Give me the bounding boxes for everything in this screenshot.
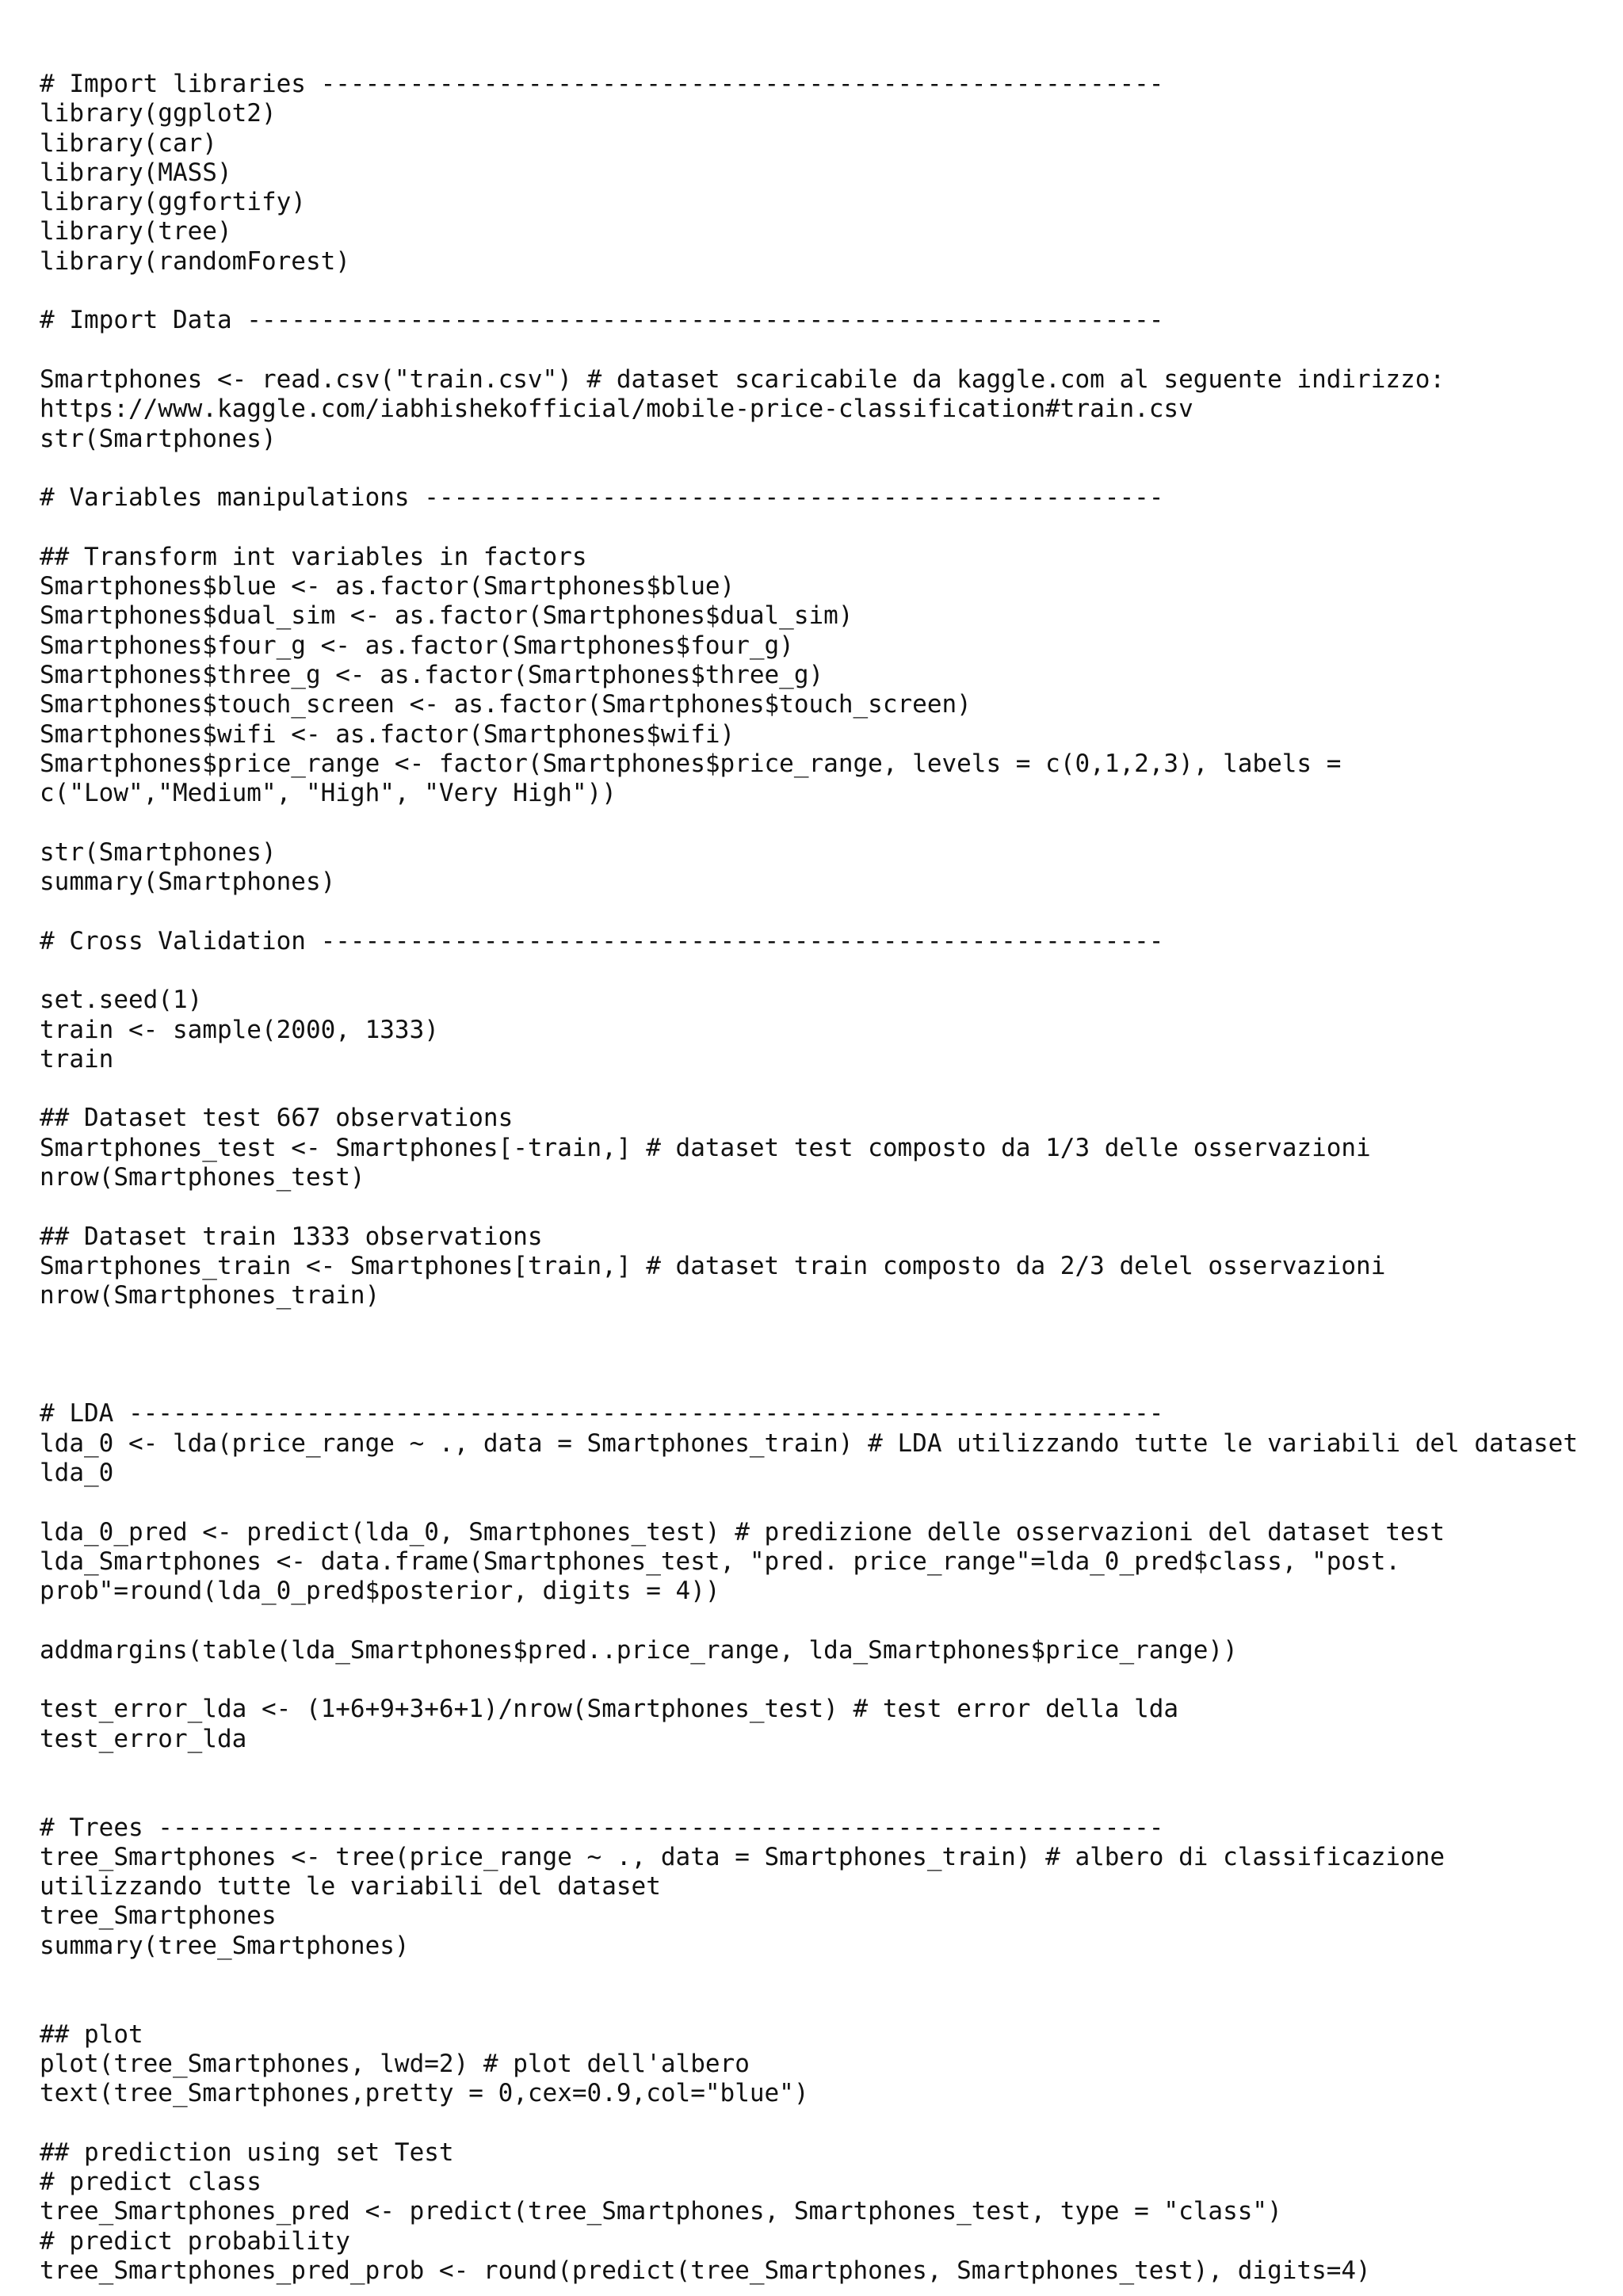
code-line: # Import Data --------------------------------------------------------------	[40, 306, 1164, 335]
code-listing	[40, 70, 1593, 2286]
code-line	[40, 1341, 1593, 1370]
code-line: summary(tree_Smartphones)	[40, 1931, 410, 1960]
code-line: plot(tree_Smartphones, lwd=2) # plot dell'albero	[40, 2049, 750, 2078]
code-line: # predict class	[40, 2168, 262, 2197]
code-line: addmargins(table(lda_Smartphones$pred..price_range, lda_Smartphones$price_range))	[40, 1635, 1238, 1665]
code-line: Smartphones$wifi <- as.factor(Smartphones$wifi)	[40, 719, 735, 749]
code-line: summary(Smartphones)	[40, 868, 336, 897]
code-line: Smartphones$price_range <- factor(Smartphones$price_range, levels = c(0,1,2,3), labels =	[40, 749, 1342, 778]
code-line: lda_0 <- lda(price_range ~ ., data = Smartphones_train) # LDA utilizzando tutte le variabili del dataset	[40, 1428, 1579, 1458]
code-line: train	[40, 1044, 114, 1074]
code-line: set.seed(1)	[40, 986, 203, 1015]
code-line	[40, 897, 1593, 926]
code-line: # Cross Validation ---------------------------------------------------------	[40, 926, 1164, 955]
code-line: tree_Smartphones_pred <- predict(tree_Smartphones, Smartphones_test, type = "class")	[40, 2197, 1282, 2226]
code-line: nrow(Smartphones_train)	[40, 1281, 380, 1310]
code-line: # Variables manipulations --------------------------------------------------	[40, 483, 1164, 513]
code-line: # LDA ----------------------------------------------------------------------	[40, 1399, 1164, 1428]
code-line	[40, 808, 1593, 837]
code-line: ## Dataset train 1333 observations	[40, 1222, 543, 1251]
code-line: library(ggplot2)	[40, 99, 277, 128]
code-line: train <- sample(2000, 1333)	[40, 1015, 439, 1044]
code-line: Smartphones$three_g <- as.factor(Smartphones$three_g)	[40, 660, 824, 689]
code-line: str(Smartphones)	[40, 424, 277, 453]
code-line: Smartphones_test <- Smartphones[-train,] # dataset test composto da 1/3 delle osservazioni	[40, 1133, 1371, 1162]
code-line: ## Dataset test 667 observations	[40, 1104, 514, 1133]
code-line	[40, 1665, 1593, 1695]
code-line	[40, 336, 1593, 365]
code-line: ## plot	[40, 2019, 143, 2049]
code-line: https://www.kaggle.com/iabhishekofficial/mobile-price-classification#train.csv	[40, 395, 1193, 424]
code-line: lda_Smartphones <- data.frame(Smartphones_test, "pred. price_range"=lda_0_pred$class, "post.	[40, 1547, 1401, 1576]
code-line: # Trees --------------------------------------------------------------------	[40, 1813, 1164, 1842]
code-line: library(randomForest)	[40, 246, 350, 276]
code-line	[40, 1606, 1593, 1635]
code-line	[40, 1488, 1593, 1517]
code-line	[40, 1192, 1593, 1222]
code-line	[40, 513, 1593, 542]
code-line	[40, 1961, 1593, 1990]
code-line: Smartphones$dual_sim <- as.factor(Smartphones$dual_sim)	[40, 601, 854, 631]
code-line: tree_Smartphones <- tree(price_range ~ ., data = Smartphones_train) # albero di classificazione	[40, 1842, 1445, 1871]
code-line: tree_Smartphones_pred_prob <- round(predict(tree_Smartphones, Smartphones_test), digits=4)	[40, 2256, 1371, 2285]
code-line: ## Transform int variables in factors	[40, 542, 587, 571]
code-line: library(ggfortify)	[40, 188, 306, 217]
code-line	[40, 1990, 1593, 2019]
code-line: library(MASS)	[40, 158, 232, 187]
code-line: ## prediction using set Test	[40, 2138, 454, 2167]
code-line: lda_0	[40, 1458, 114, 1487]
code-line	[40, 1074, 1593, 1104]
code-line: text(tree_Smartphones,pretty = 0,cex=0.9,col="blue")	[40, 2079, 809, 2108]
code-line: nrow(Smartphones_test)	[40, 1162, 365, 1192]
code-line: lda_0_pred <- predict(lda_0, Smartphones_test) # predizione delle osservazioni del dataset test	[40, 1517, 1445, 1547]
code-line	[40, 1310, 1593, 1340]
code-line	[40, 2108, 1593, 2138]
code-line: c("Low","Medium", "High", "Very High"))	[40, 779, 617, 808]
code-line: str(Smartphones)	[40, 837, 277, 867]
code-line: library(tree)	[40, 217, 232, 246]
code-line	[40, 1783, 1593, 1813]
code-line	[40, 277, 1593, 306]
code-line	[40, 1754, 1593, 1783]
code-line: Smartphones$touch_screen <- as.factor(Smartphones$touch_screen)	[40, 690, 972, 719]
code-line	[40, 1370, 1593, 1399]
code-line: tree_Smartphones	[40, 1901, 277, 1931]
code-line: prob"=round(lda_0_pred$posterior, digits = 4))	[40, 1577, 720, 1606]
code-line	[40, 956, 1593, 986]
code-line: # predict probability	[40, 2226, 350, 2256]
code-line: Smartphones$four_g <- as.factor(Smartphones$four_g)	[40, 631, 794, 660]
code-line: Smartphones_train <- Smartphones[train,] # dataset train composto da 2/3 delel osservazioni	[40, 1251, 1386, 1280]
code-line: Smartphones <- read.csv("train.csv") # dataset scaricabile da kaggle.com al seguente indirizzo:	[40, 364, 1445, 394]
code-line	[40, 454, 1593, 483]
code-line: test_error_lda	[40, 1724, 247, 1753]
code-line: test_error_lda <- (1+6+9+3+6+1)/nrow(Smartphones_test) # test error della lda	[40, 1695, 1179, 1724]
code-line: utilizzando tutte le variabili del dataset	[40, 1872, 661, 1901]
code-line: # Import libraries ---------------------------------------------------------	[40, 70, 1164, 98]
code-line: library(car)	[40, 128, 217, 158]
code-line: Smartphones$blue <- as.factor(Smartphones$blue)	[40, 572, 735, 601]
